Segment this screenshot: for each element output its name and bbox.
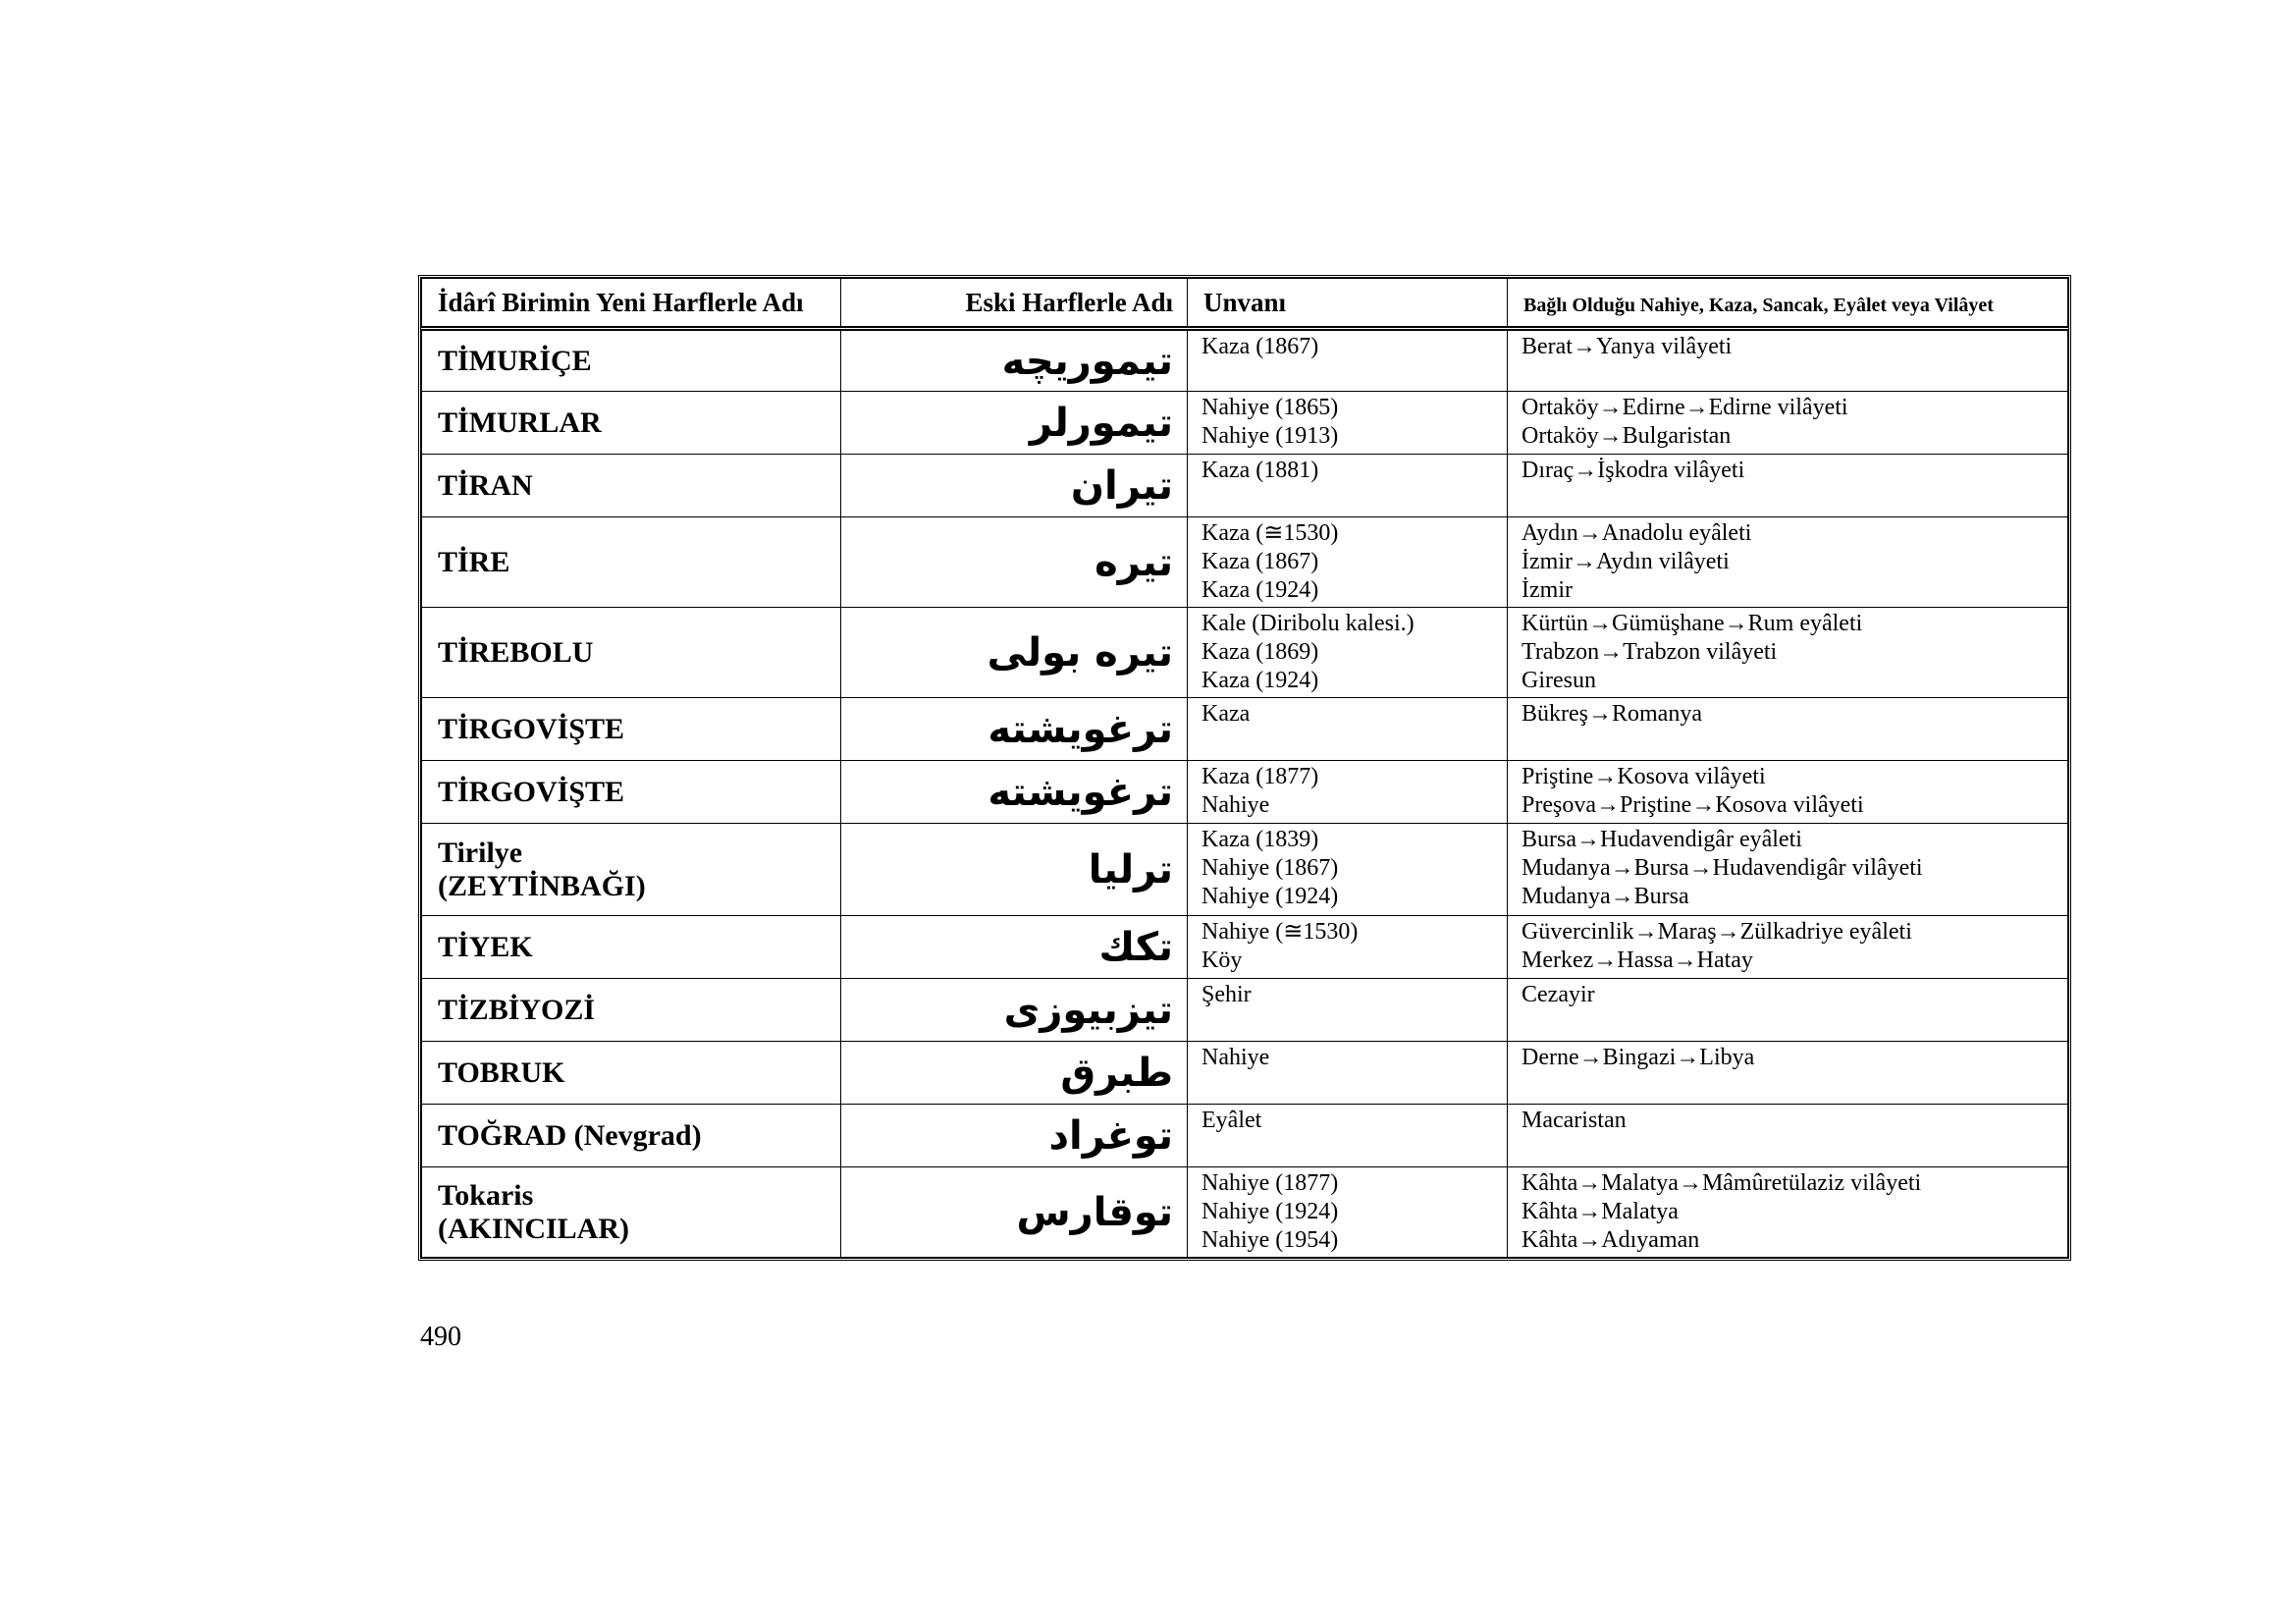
unit-new-name-line: TİMURİÇE bbox=[438, 344, 592, 377]
unit-title-line: Şehir bbox=[1201, 982, 1252, 1007]
unit-title-line: Nahiye bbox=[1201, 792, 1270, 818]
table-row bbox=[422, 916, 2068, 979]
unit-affiliation bbox=[1508, 1167, 2068, 1258]
gazetteer-table bbox=[421, 278, 2068, 1258]
unit-new-name-line: (ZEYTİNBAĞI) bbox=[438, 869, 646, 902]
unit-affiliation-line: İzmir→Aydın vilâyeti bbox=[1522, 549, 1730, 574]
header-new-name: İdârî Birimin Yeni Harflerle Adı bbox=[422, 279, 841, 329]
unit-new-name bbox=[422, 1167, 841, 1258]
unit-title bbox=[1188, 761, 1508, 824]
unit-affiliation bbox=[1508, 455, 2068, 517]
unit-new-name bbox=[422, 392, 841, 455]
table-row bbox=[422, 824, 2068, 916]
table-row bbox=[422, 608, 2068, 698]
unit-title-line: Nahiye (1867) bbox=[1201, 855, 1339, 881]
unit-old-name: ترغويشته bbox=[841, 698, 1188, 761]
unit-old-name: ترليا bbox=[841, 824, 1188, 916]
unit-new-name bbox=[422, 1042, 841, 1105]
unit-new-name bbox=[422, 608, 841, 698]
unit-title bbox=[1188, 979, 1508, 1042]
table-header-row bbox=[422, 279, 2068, 329]
unit-new-name-line: TİRE bbox=[438, 545, 510, 578]
unit-title-line: Kaza (1867) bbox=[1201, 549, 1319, 574]
unit-affiliation-line: Macaristan bbox=[1522, 1108, 1627, 1133]
unit-new-name bbox=[422, 329, 841, 392]
unit-title-line: Kaza (1924) bbox=[1201, 668, 1319, 693]
unit-affiliation bbox=[1508, 916, 2068, 979]
unit-new-name-line: TOBRUK bbox=[438, 1056, 565, 1089]
page-number: 490 bbox=[420, 1322, 461, 1352]
unit-title bbox=[1188, 1105, 1508, 1167]
unit-new-name-line: TİRAN bbox=[438, 468, 533, 502]
unit-affiliation bbox=[1508, 761, 2068, 824]
unit-affiliation bbox=[1508, 608, 2068, 698]
unit-title-line: Nahiye bbox=[1201, 1045, 1270, 1070]
unit-title-line: Nahiye (≅1530) bbox=[1201, 919, 1359, 945]
unit-new-name bbox=[422, 1105, 841, 1167]
unit-old-name: طبرق bbox=[841, 1042, 1188, 1105]
gazetteer-table-frame bbox=[418, 275, 2071, 1261]
table-row bbox=[422, 455, 2068, 517]
unit-new-name-line: TİYEK bbox=[438, 930, 533, 963]
table-row bbox=[422, 1042, 2068, 1105]
unit-affiliation bbox=[1508, 1105, 2068, 1167]
unit-new-name-line: TOĞRAD (Nevgrad) bbox=[438, 1118, 702, 1152]
unit-title-line: Köy bbox=[1201, 947, 1243, 973]
table-row bbox=[422, 1167, 2068, 1258]
unit-old-name: ترغويشته bbox=[841, 761, 1188, 824]
unit-new-name bbox=[422, 698, 841, 761]
unit-old-name: توغراد bbox=[841, 1105, 1188, 1167]
unit-title bbox=[1188, 916, 1508, 979]
unit-affiliation-line: Berat→Yanya vilâyeti bbox=[1522, 334, 1733, 359]
unit-new-name-line: TİRGOVİŞTE bbox=[438, 712, 625, 745]
unit-affiliation-line: Mudanya→Bursa bbox=[1522, 884, 1689, 909]
unit-new-name bbox=[422, 824, 841, 916]
unit-title bbox=[1188, 517, 1508, 608]
table-row bbox=[422, 1105, 2068, 1167]
unit-affiliation bbox=[1508, 329, 2068, 392]
unit-title-line: Kaza (1881) bbox=[1201, 458, 1319, 483]
unit-affiliation-line: Mudanya→Bursa→Hudavendigâr vilâyeti bbox=[1522, 855, 1923, 881]
unit-new-name bbox=[422, 761, 841, 824]
unit-title-line: Kale (Diribolu kalesi.) bbox=[1201, 611, 1415, 636]
unit-title-line: Kaza (1869) bbox=[1201, 639, 1319, 665]
unit-affiliation-line: Bükreş→Romanya bbox=[1522, 701, 1702, 727]
unit-title bbox=[1188, 329, 1508, 392]
unit-title-line: Kaza (1877) bbox=[1201, 764, 1319, 789]
unit-old-name: تكك bbox=[841, 916, 1188, 979]
table-row bbox=[422, 979, 2068, 1042]
unit-affiliation-line: Cezayir bbox=[1522, 982, 1595, 1007]
table-row bbox=[422, 761, 2068, 824]
header-title: Unvanı bbox=[1188, 279, 1508, 329]
unit-new-name bbox=[422, 916, 841, 979]
unit-affiliation bbox=[1508, 517, 2068, 608]
unit-title-line: Kaza (1924) bbox=[1201, 577, 1319, 603]
unit-title-line: Nahiye (1924) bbox=[1201, 1199, 1339, 1224]
unit-new-name bbox=[422, 455, 841, 517]
unit-title-line: Kaza (1839) bbox=[1201, 827, 1319, 852]
unit-title-line: Eyâlet bbox=[1201, 1108, 1262, 1133]
unit-affiliation-line: Kâhta→Malatya bbox=[1522, 1199, 1679, 1224]
unit-title bbox=[1188, 455, 1508, 517]
unit-old-name: تيران bbox=[841, 455, 1188, 517]
unit-new-name-line: Tirilye bbox=[438, 836, 523, 869]
unit-new-name-line: Tokaris bbox=[438, 1178, 534, 1212]
unit-affiliation-line: Merkez→Hassa→Hatay bbox=[1522, 947, 1753, 973]
unit-affiliation-line: Kâhta→Malatya→Mâmûretülaziz vilâyeti bbox=[1522, 1170, 1922, 1196]
unit-affiliation-line: Derne→Bingazi→Libya bbox=[1522, 1045, 1755, 1070]
unit-title bbox=[1188, 824, 1508, 916]
unit-old-name: تيره بولى bbox=[841, 608, 1188, 698]
unit-affiliation bbox=[1508, 698, 2068, 761]
unit-old-name: تيره bbox=[841, 517, 1188, 608]
unit-new-name bbox=[422, 979, 841, 1042]
header-affiliation: Bağlı Olduğu Nahiye, Kaza, Sancak, Eyâlet veya Vilâyet bbox=[1508, 279, 2068, 329]
unit-old-name: توقارس bbox=[841, 1167, 1188, 1258]
unit-affiliation-line: Bursa→Hudavendigâr eyâleti bbox=[1522, 827, 1802, 852]
unit-affiliation-line: Preşova→Priştine→Kosova vilâyeti bbox=[1522, 792, 1864, 818]
unit-affiliation-line: Kâhta→Adıyaman bbox=[1522, 1227, 1700, 1253]
unit-affiliation bbox=[1508, 979, 2068, 1042]
unit-new-name-line: TİREBOLU bbox=[438, 635, 594, 669]
table-row bbox=[422, 329, 2068, 392]
unit-affiliation-line: Ortaköy→Bulgaristan bbox=[1522, 423, 1732, 449]
unit-title-line: Nahiye (1924) bbox=[1201, 884, 1339, 909]
unit-title-line: Nahiye (1877) bbox=[1201, 1170, 1339, 1196]
unit-affiliation bbox=[1508, 824, 2068, 916]
unit-title-line: Kaza (1867) bbox=[1201, 334, 1319, 359]
unit-title-line: Nahiye (1913) bbox=[1201, 423, 1339, 449]
unit-old-name: تيموريچه bbox=[841, 329, 1188, 392]
unit-new-name-line: TİZBİYOZİ bbox=[438, 993, 596, 1026]
unit-title-line: Nahiye (1865) bbox=[1201, 395, 1339, 420]
unit-affiliation-line: Ortaköy→Edirne→Edirne vilâyeti bbox=[1522, 395, 1848, 420]
unit-title bbox=[1188, 392, 1508, 455]
table-row bbox=[422, 698, 2068, 761]
table-row bbox=[422, 392, 2068, 455]
unit-affiliation-line: Güvercinlik→Maraş→Zülkadriye eyâleti bbox=[1522, 919, 1912, 945]
unit-old-name: تيمورلر bbox=[841, 392, 1188, 455]
unit-title bbox=[1188, 698, 1508, 761]
unit-title bbox=[1188, 1167, 1508, 1258]
unit-affiliation-line: Priştine→Kosova vilâyeti bbox=[1522, 764, 1766, 789]
unit-affiliation-line: Giresun bbox=[1522, 668, 1596, 693]
unit-title-line: Nahiye (1954) bbox=[1201, 1227, 1339, 1253]
unit-affiliation-line: Trabzon→Trabzon vilâyeti bbox=[1522, 639, 1778, 665]
unit-new-name-line: TİRGOVİŞTE bbox=[438, 775, 625, 808]
unit-affiliation-line: İzmir bbox=[1522, 577, 1573, 603]
unit-title bbox=[1188, 608, 1508, 698]
unit-title-line: Kaza (≅1530) bbox=[1201, 520, 1339, 546]
header-old-name: Eski Harflerle Adı bbox=[841, 279, 1188, 329]
unit-title-line: Kaza bbox=[1201, 701, 1251, 727]
table-row bbox=[422, 517, 2068, 608]
unit-affiliation bbox=[1508, 392, 2068, 455]
unit-affiliation-line: Kürtün→Gümüşhane→Rum eyâleti bbox=[1522, 611, 1863, 636]
unit-affiliation-line: Aydın→Anadolu eyâleti bbox=[1522, 520, 1752, 546]
unit-title bbox=[1188, 1042, 1508, 1105]
unit-affiliation-line: Dıraç→İşkodra vilâyeti bbox=[1522, 458, 1745, 483]
unit-new-name-line: TİMURLAR bbox=[438, 406, 602, 439]
unit-new-name-line: (AKINCILAR) bbox=[438, 1212, 629, 1245]
unit-new-name bbox=[422, 517, 841, 608]
unit-affiliation bbox=[1508, 1042, 2068, 1105]
unit-old-name: تيزبيوزى bbox=[841, 979, 1188, 1042]
